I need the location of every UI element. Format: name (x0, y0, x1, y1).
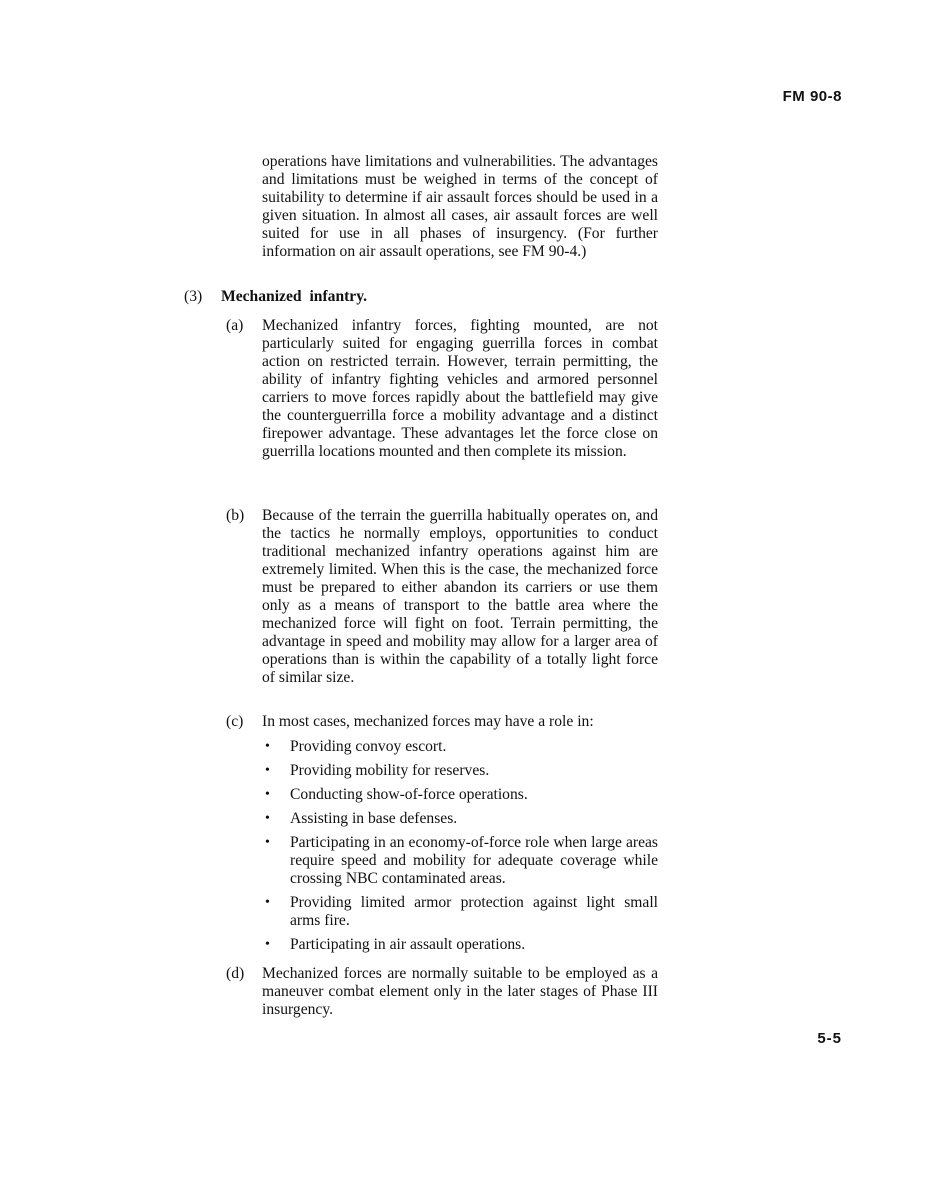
list-item-text: Participating in air assault operations. (290, 936, 526, 953)
role-bullet-list (262, 738, 658, 960)
list-item-text: Conducting show-of-force operations. (290, 786, 528, 803)
subparagraph-text: Because of the terrain the guerrilla habitually operates on, and the tactics he normally employs, opportunities to conduct traditional mechanized infantry operations against him are extremely limited. When this is the case, the mechanized force must be prepared to either abandon its carriers or use them only as a means of transport to the battle area where the mechanized force will fight on foot. Terrain permitting, the advantage in speed and mobility may allow for a larger area of operations than is within the capability of a totally light force of similar size. (262, 507, 658, 686)
bullet-icon: • (265, 739, 270, 754)
subparagraph-text: Mechanized infantry forces, fighting mounted, are not particularly suited for engaging guerrilla forces in combat action on restricted terrain. However, terrain permitting, the ability of infantry fighting vehicles and armored personnel carriers to move forces rapidly about the battlefield may give the counterguerrilla force a mobility advantage and a distinct firepower advantage. These advantages let the force close on guerrilla locations mounted and then complete its mission. (262, 317, 658, 460)
list-item (262, 894, 658, 930)
subparagraph-text: In most cases, mechanized forces may have a role in: (262, 713, 594, 730)
bullet-icon: • (265, 835, 270, 850)
list-item-text: Providing mobility for reserves. (290, 762, 490, 779)
list-item (262, 738, 658, 756)
bullet-icon: • (265, 895, 270, 910)
section-heading (184, 288, 367, 306)
continuation-paragraph: operations have limitations and vulnerabilities. The advantages and limitations must be weighed in terms of the concept of suitability to determine if air assault forces should be used in a given situation. In almost all cases, air assault forces are well suited for use in all phases of insurgency. (For further information on air assault operations, see FM 90-4.) (262, 153, 658, 260)
section-number: (3) (184, 288, 203, 305)
subparagraph-label: (b) (226, 507, 245, 524)
subparagraph-a (226, 317, 658, 461)
list-item (262, 762, 658, 780)
list-item (262, 810, 658, 828)
subparagraph-text: Mechanized forces are normally suitable to be employed as a maneuver combat element only in the later stages of Phase III insurgency. (262, 965, 658, 1018)
list-item-text: Providing limited armor protection against light small arms fire. (290, 894, 658, 929)
subparagraph-label: (d) (226, 965, 245, 982)
list-item (262, 936, 658, 954)
section-title: Mechanized infantry. (221, 288, 368, 305)
list-item (262, 834, 658, 888)
subparagraph-label: (a) (226, 317, 244, 334)
subparagraph-c (226, 713, 658, 731)
bullet-icon: • (265, 937, 270, 952)
bullet-icon: • (265, 787, 270, 802)
bullet-icon: • (265, 763, 270, 778)
bullet-icon: • (265, 811, 270, 826)
list-item-text: Providing convoy escort. (290, 738, 447, 755)
document-id-header: FM 90-8 (782, 88, 842, 105)
subparagraph-b (226, 507, 658, 687)
subparagraph-d (226, 965, 658, 1019)
list-item (262, 786, 658, 804)
list-item-text: Assisting in base defenses. (290, 810, 458, 827)
list-item-text: Participating in an economy-of-force role when large areas require speed and mobility for adequate coverage while crossing NBC contaminated areas. (290, 834, 658, 887)
subparagraph-label: (c) (226, 713, 244, 730)
page-number: 5-5 (817, 1030, 842, 1047)
